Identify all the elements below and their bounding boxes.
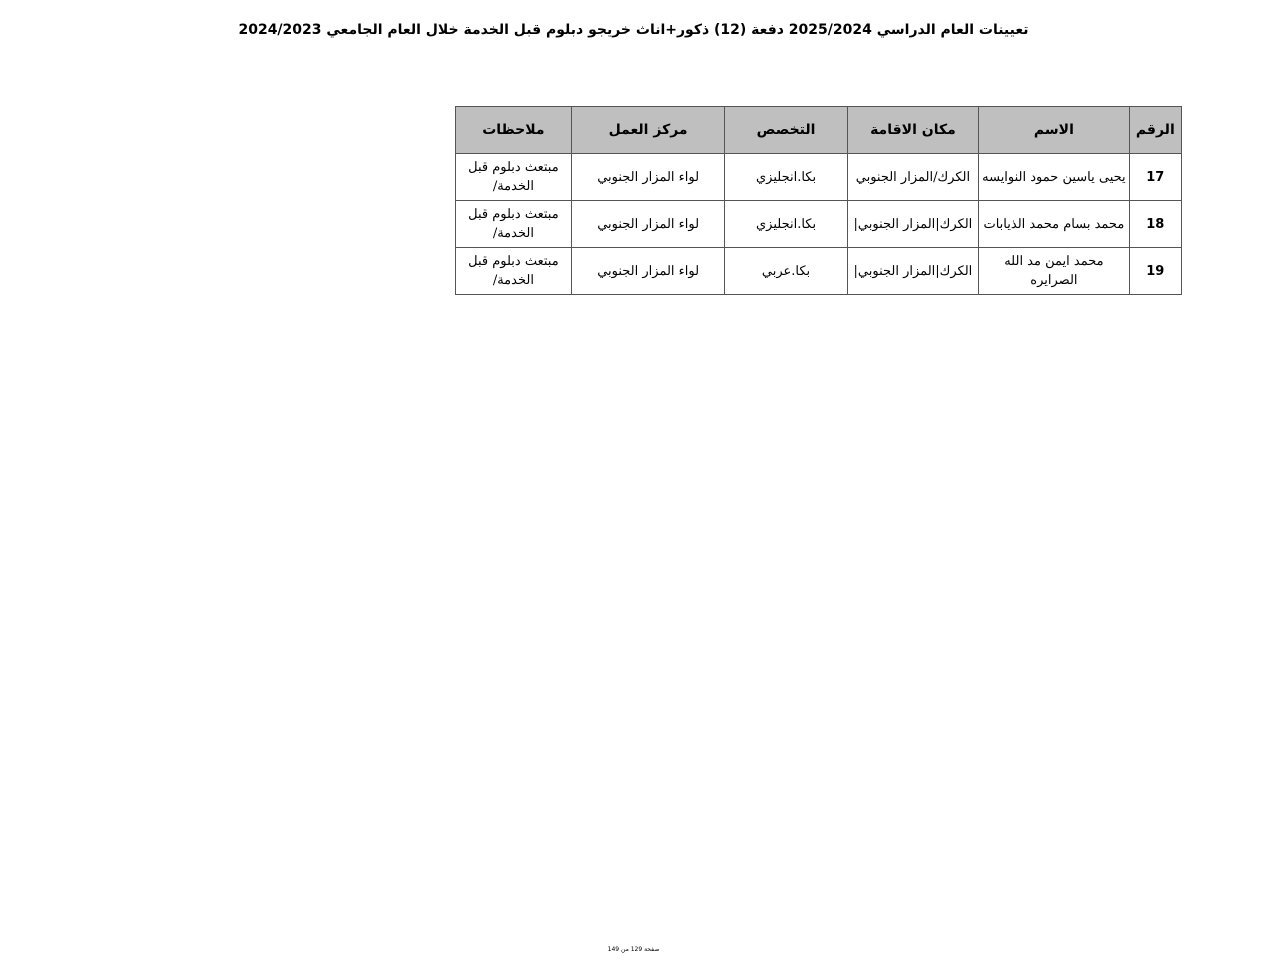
table-row xyxy=(456,154,1182,201)
header-notes: ملاحظات xyxy=(456,107,572,154)
row-notes: مبتعث دبلوم قبل الخدمة/ xyxy=(456,248,572,295)
row-number: 18 xyxy=(1129,201,1181,248)
row-workplace: لواء المزار الجنوبي xyxy=(571,248,725,295)
header-specialty: التخصص xyxy=(725,107,847,154)
header-name: الاسم xyxy=(979,107,1129,154)
row-workplace: لواء المزار الجنوبي xyxy=(571,154,725,201)
row-notes: مبتعث دبلوم قبل الخدمة/ xyxy=(456,154,572,201)
page-number-footer: صفحة 129 من 149 xyxy=(607,946,660,953)
row-number: 19 xyxy=(1129,248,1181,295)
row-workplace: لواء المزار الجنوبي xyxy=(571,201,725,248)
page-title: تعيينات العام الدراسي 2025/2024 دفعة (12) ذكور+اناث خريجو دبلوم قبل الخدمة خلال العام الجامعي 2024/2023 xyxy=(238,22,1029,38)
row-residence: الكرك|المزار الجنوبي| xyxy=(847,248,979,295)
row-specialty: بكا.انجليزي xyxy=(725,154,847,201)
row-notes: مبتعث دبلوم قبل الخدمة/ xyxy=(456,201,572,248)
row-specialty: بكا.عربي xyxy=(725,248,847,295)
assignments-table xyxy=(455,106,1182,295)
row-specialty: بكا.انجليزي xyxy=(725,201,847,248)
table-row xyxy=(456,248,1182,295)
header-number: الرقم xyxy=(1129,107,1181,154)
row-number: 17 xyxy=(1129,154,1181,201)
row-name: محمد ايمن مد الله الصرايره xyxy=(979,248,1129,295)
row-residence: الكرك/المزار الجنوبي xyxy=(847,154,979,201)
header-residence: مكان الاقامة xyxy=(847,107,979,154)
header-workplace: مركز العمل xyxy=(571,107,725,154)
row-residence: الكرك|المزار الجنوبي| xyxy=(847,201,979,248)
row-name: محمد بسام محمد الذيابات xyxy=(979,201,1129,248)
table-header-row xyxy=(456,107,1182,154)
row-name: يحيى ياسين حمود النوايسه xyxy=(979,154,1129,201)
table-row xyxy=(456,201,1182,248)
